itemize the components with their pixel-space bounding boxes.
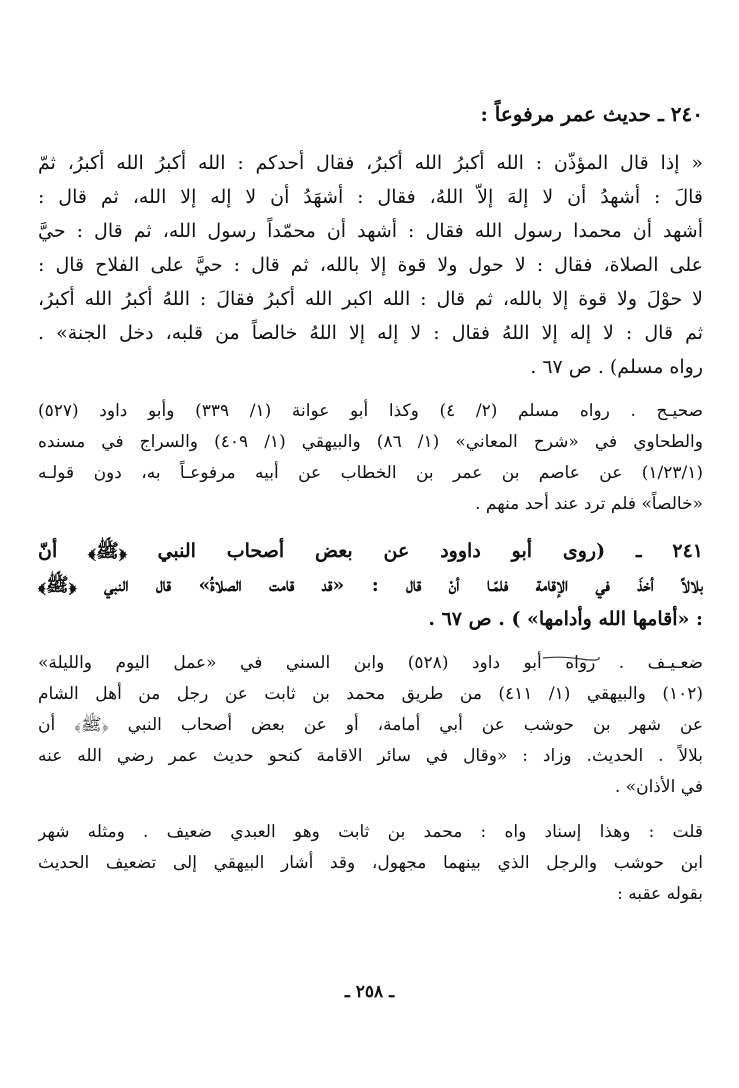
page-number: ـ ٢٥٨ ـ — [344, 982, 395, 1002]
hadith-240-line: « إذا قال المؤذّن : الله أكبرُ الله أكبرُ، فقال أحدكم : الله أكبرُ الله أكبرُ، ثمّ — [38, 152, 703, 174]
commentary-241-line: بلالاً . الحديث. وزاد : «وقال في سائر الاقامة كنحو حديث عمر رضي الله عنه — [38, 746, 703, 766]
hadith-241-line: : «أقامها الله وأدامها» ) . ص ٦٧ . — [428, 608, 703, 630]
heading-line: ٢٤٠ ـ حديث عمر مرفوعاً : — [480, 102, 703, 126]
author-note — [38, 817, 703, 910]
hadith-241-commentary — [38, 648, 703, 803]
hadith-240-line: أشهد أن محمدا رسول الله فقال : أشهد أن محمّداً رسول الله، ثم قال : حيَّ — [38, 220, 703, 242]
hadith-241-text — [38, 534, 703, 636]
commentary-240-line: (١/٢٣/١) عن عاصم بن عمر بن الخطاب عن أبيه مرفوعـاً به، دون قولـه — [38, 463, 703, 483]
hadith-240-line: لا حوْلَ ولا قوة إلا بالله، ثم قال : الله اكبر الله أكبرُ فقالَ : اللهُ أكبرُ الله أكبرُ، — [38, 288, 703, 310]
margin-pen-mark — [541, 652, 601, 664]
commentary-241-line: ضعـيـف . رواه أبو داود (٥٢٨) وابن السني في «عمل اليوم والليلة» — [38, 653, 703, 673]
hadith-240-line: ثم قال : لا إله إلا اللهُ فقال : لا إله إلا اللهُ خالصاً من قلبه، دخل الجنة» . — [38, 322, 703, 344]
hadith-241-line: بلالاً أخذَ في الإقامة فلمّـا أنْ قال : «قد قامت الصلاةُ» قال النبي ﴿ﷺ﴾ — [38, 574, 703, 596]
note-line: بقوله عقبه : — [617, 884, 703, 904]
note-line: قلت : وهذا إسناد واه : محمد بن ثابت وهو العبدي ضعيف . ومثله شهر — [38, 822, 703, 842]
commentary-241-line: عن شهر بن حوشب عن أبي أمامة، أو عن بعض أصحاب النبي ﴿ﷺ﴾ أن — [38, 715, 703, 735]
hadith-240-line: رواه مسلم) . ص ٦٧ . — [530, 356, 703, 378]
hadith-240-line: قالَ : أشهدُ أن لا إلهَ إلاّ اللهُ، فقال : أشهَدُ أن لا إله إلا الله، ثم قال : — [38, 186, 703, 208]
hadith-240-line: على الصلاة، فقال : لا حول ولا قوة إلا بالله، ثم قال : حيَّ على الفلاح قال : — [38, 254, 703, 276]
commentary-240-line: والطحاوي في «شرح المعاني» (١/ ٨٦) والبيهقي (١/ ٤٠٩) والسراج في مسنده — [38, 432, 703, 452]
commentary-240-line: «خالصاً» فلم ترد عند أحد منهم . — [475, 494, 703, 514]
hadith-240-commentary — [38, 396, 703, 520]
hadith-240-heading — [38, 98, 703, 130]
commentary-241-line: (١٠٢) والبيهقي (١/ ٤١١) من طريق محمد بن ثابت عن رجل من أهل الشام — [38, 684, 703, 704]
commentary-241-line: في الأذان» . — [614, 777, 703, 797]
hadith-241-line: ٢٤١ ـ (روى أبو داوود عن بعض أصحاب النبي ﴿ﷺ﴾ أنّ — [38, 540, 703, 562]
hadith-240-text — [38, 146, 703, 384]
note-line: ابن حوشب والرجل الذي بينهما مجهول، وقد أشار البيهقي إلى تضعيف الحديث — [38, 853, 703, 873]
commentary-240-line: صحيـح . رواه مسلم (٢/ ٤) وكذا أبو عوانة (١/ ٣٣٩) وأبو داود (٥٢٧) — [38, 401, 703, 421]
